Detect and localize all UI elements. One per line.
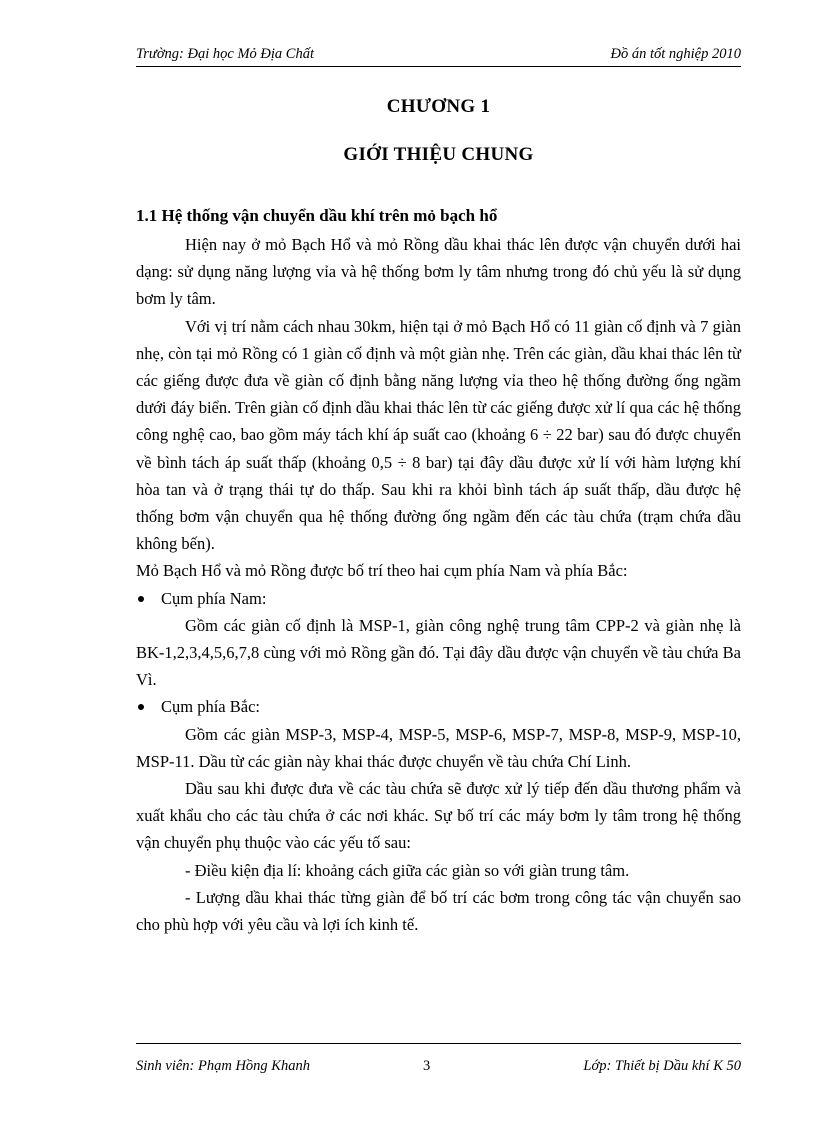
header-project: Đồ án tốt nghiệp 2010 [610,46,741,62]
bullet-label-north: Cụm phía Bắc: [161,697,260,717]
bullet-dot-icon [138,704,144,710]
paragraph-3: Mỏ Bạch Hổ và mỏ Rồng được bố trí theo hai cụm phía Nam và phía Bắc: [136,561,628,581]
paragraph-6: Dầu sau khi được đưa về các tàu chứa sẽ được xử lý tiếp đến dầu thương phẩm và xuất khẩu cho các tàu chứa ở các nơi khác. Sự bố trí các máy bơm ly tâm trong hệ thống vận chuyển phụ thuộc vào các yếu tố sau: [136,779,741,853]
paragraph-2: Với vị trí nằm cách nhau 30km, hiện tại ở mỏ Bạch Hổ có 11 giàn cố định và 7 giàn nhẹ, còn tại mỏ Rồng có 1 giàn cố định và một giàn nhẹ. Trên các giàn, dầu khai thác lên từ các giếng được đưa về giàn cố định bằng năng lượng vỉa theo hệ thống đường ống ngầm dưới đáy biển. Trên giàn cố định dầu khai thác lên từ các giếng được xử lí qua các hệ thống công nghệ cao, bao gồm máy tách khí áp suất cao (khoảng 6 ÷ 22 bar) sau đó được chuyển về bình tách áp suất thấp (khoảng 0,5 ÷ 8 bar) tại đây dầu được xử lí với hàm lượng khí hòa tan và ở trạng thái tự do thấp. Sau khi ra khỏi bình tách áp suất thấp, dầu được hệ thống bơm vận chuyển qua hệ thống đường ống ngầm đến các tàu chứa (trạm chứa dầu không bến). [136,316,741,554]
paragraph-7: - Điều kiện địa lí: khoảng cách giữa các giàn so với giàn trung tâm. [185,860,630,880]
bullet-dot-icon [138,596,144,602]
chapter-title: GIỚI THIỆU CHUNG [343,144,534,165]
paragraph-4: Gồm các giàn cố định là MSP-1, giàn công nghệ trung tâm CPP-2 và giàn nhẹ là BK-1,2,3,4,5,6,7,8 cùng với mỏ Rồng gần đó. Tại đây dầu được vận chuyển về tàu chứa Ba Vì. [136,615,741,690]
footer-page-number: 3 [423,1058,431,1074]
paragraph-5: Gồm các giàn MSP-3, MSP-4, MSP-5, MSP-6, MSP-7, MSP-8, MSP-9, MSP-10, MSP-11. Dầu từ các giàn này khai thác được chuyển về tàu chứa Chí Linh. [136,724,741,771]
section-title: 1.1 Hệ thống vận chuyển dầu khí trên mỏ bạch hổ [136,206,498,225]
chapter-number: CHƯƠNG 1 [386,96,491,117]
bullet-label-south: Cụm phía Nam: [161,588,267,608]
bullet-item-north [136,693,741,720]
paragraph-8: - Lượng dầu khai thác từng giàn để bố trí các bơm trong công tác vận chuyển sao cho phù hợp với yêu cầu và lợi ích kinh tế. [136,887,741,935]
paragraph-1: Hiện nay ở mỏ Bạch Hổ và mỏ Rồng dầu khai thác lên được vận chuyển dưới hai dạng: sử dụng năng lượng vỉa và hệ thống bơm ly tâm nhưng trong đó chủ yếu là sử dụng bơm ly tâm. [136,235,741,309]
header-school: Trường: Đại học Mỏ Địa Chất [136,46,314,62]
footer-class: Lớp: Thiết bị Dầu khí K 50 [583,1058,741,1074]
body-text [136,231,741,938]
footer-student: Sinh viên: Phạm Hồng Khanh [136,1058,310,1074]
page-header [136,44,741,67]
bullet-item-south [136,585,741,612]
page-footer [136,1043,741,1074]
